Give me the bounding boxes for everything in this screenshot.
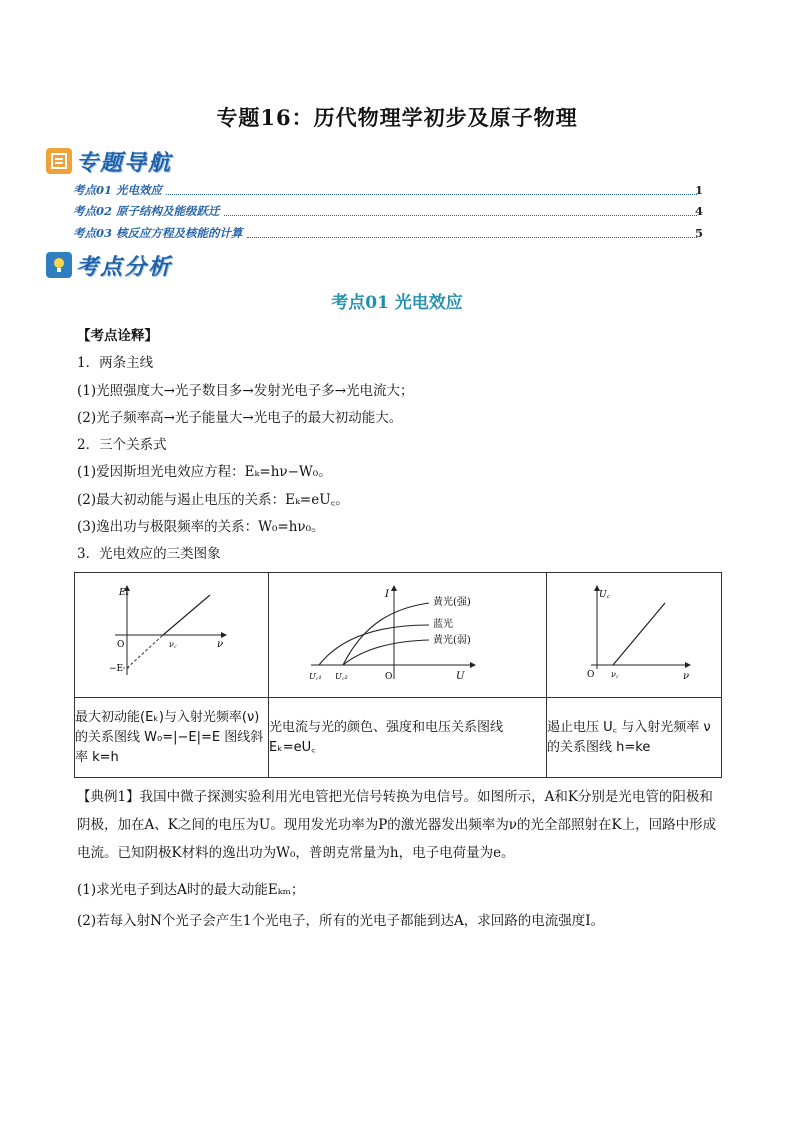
lightbulb-icon bbox=[46, 252, 72, 278]
graph2-x-label: U bbox=[456, 671, 465, 682]
graph2-curve-label: 黄光(强) bbox=[433, 597, 471, 608]
text-line: 1．两条主线 bbox=[77, 355, 154, 371]
graph2-curve-label: 蓝光 bbox=[433, 619, 453, 630]
toc-leader-dots bbox=[247, 229, 697, 238]
graph3-y-label: U꜀ bbox=[599, 590, 610, 600]
nav-banner bbox=[46, 146, 172, 176]
graph-table bbox=[74, 572, 722, 778]
graph1-y-label: Eₖ bbox=[119, 588, 129, 598]
graph1-origin: O bbox=[117, 640, 125, 650]
graph2-origin: O bbox=[385, 672, 393, 682]
toc-leader-dots bbox=[224, 207, 697, 216]
toc-item[interactable] bbox=[73, 181, 703, 199]
toc-item-label: 考点03 核反应方程及核能的计算 bbox=[73, 226, 243, 240]
text-line: (2)光子频率高→光子能量大→光电子的最大初动能大。 bbox=[77, 410, 403, 426]
toc-item[interactable] bbox=[73, 202, 703, 220]
graph2-y-label: I bbox=[385, 589, 389, 600]
graph3-origin: O bbox=[587, 670, 595, 680]
page-title: 专题16：历代物理学初步及原子物理 bbox=[216, 105, 578, 130]
graph1-x-label: ν bbox=[217, 639, 224, 650]
example-question-2: (2)若每入射N个光子会产生1个光电子，所有的光电子都能到达A，求回路的电流强度I。 bbox=[77, 913, 605, 929]
graph-cell-3 bbox=[547, 573, 722, 698]
graph2-curve-label: 黄光(弱) bbox=[433, 635, 471, 646]
analysis-banner-label: 考点分析 bbox=[76, 254, 173, 280]
text-line: 2．三个关系式 bbox=[77, 437, 167, 453]
graph2-uc1: U꜀₁ bbox=[309, 672, 322, 681]
graph-caption-2: 光电流与光的颜色、强度和电压关系图线 Eₖ=eU꜀ bbox=[269, 698, 547, 778]
graph3-nu-c: ν꜀ bbox=[611, 670, 619, 679]
nav-banner-label: 专题导航 bbox=[76, 150, 173, 176]
analysis-banner bbox=[46, 250, 172, 280]
explain-heading: 【考点诠释】 bbox=[77, 328, 158, 344]
graph1-nu-c: ν꜀ bbox=[169, 640, 177, 649]
toc-item[interactable] bbox=[73, 224, 703, 242]
text-line: 3．光电效应的三类图象 bbox=[77, 546, 221, 562]
toc-item-label: 考点02 原子结构及能级跃迁 bbox=[73, 204, 220, 218]
graph-cell-1 bbox=[75, 573, 269, 698]
graph2-uc2: U꜀₂ bbox=[335, 672, 348, 681]
example-question-1: (1)求光电子到达A时的最大动能Eₖₘ； bbox=[77, 882, 305, 898]
toc-item-page: 5 bbox=[694, 226, 703, 240]
toc-item-page: 1 bbox=[694, 183, 703, 197]
graph-caption-1: 最大初动能(Eₖ)与入射光频率(ν)的关系图线 W₀=|−E|=E 图线斜率 k=h bbox=[75, 698, 269, 778]
graph-caption-3: 遏止电压 U꜀ 与入射光频率 ν 的关系图线 h=ke bbox=[547, 698, 722, 778]
text-line: (1)光照强度大→光子数目多→发射光电子多→光电流大； bbox=[77, 383, 414, 399]
current-vs-voltage-graph bbox=[269, 573, 546, 693]
graph1-neg-e: −E bbox=[109, 664, 124, 674]
section-title: 考点01 光电效应 bbox=[331, 293, 463, 313]
toc-item-page: 4 bbox=[694, 204, 703, 218]
text-line: (3)逸出功与极限频率的关系：W₀=hν₀。 bbox=[77, 519, 325, 535]
ek-vs-frequency-graph bbox=[75, 573, 268, 693]
text-line: (1)爱因斯坦光电效应方程：Eₖ=hν−W₀。 bbox=[77, 464, 332, 480]
example-paragraph: 【典例1】我国中微子探测实验利用光电管把光信号转换为电信号。如图所示，A和K分别是光电管的阳极和阴极，加在A、K之间的电压为U。现用发光功率为P的激光器发出频率为ν的光全部照射在K上，回路中形成电流。已知阴极K材料的逸出功为W₀，普朗克常量为h，电子电荷量为e。 bbox=[77, 789, 717, 861]
graph3-x-label: ν bbox=[683, 671, 690, 682]
nav-banner-icon bbox=[46, 148, 72, 174]
uc-vs-frequency-graph bbox=[547, 573, 721, 693]
toc-leader-dots bbox=[166, 186, 697, 195]
text-line: (2)最大初动能与遏止电压的关系：Eₖ=eU꜀。 bbox=[77, 492, 349, 508]
graph-cell-2 bbox=[269, 573, 547, 698]
toc-item-label: 考点01 光电效应 bbox=[73, 183, 163, 197]
